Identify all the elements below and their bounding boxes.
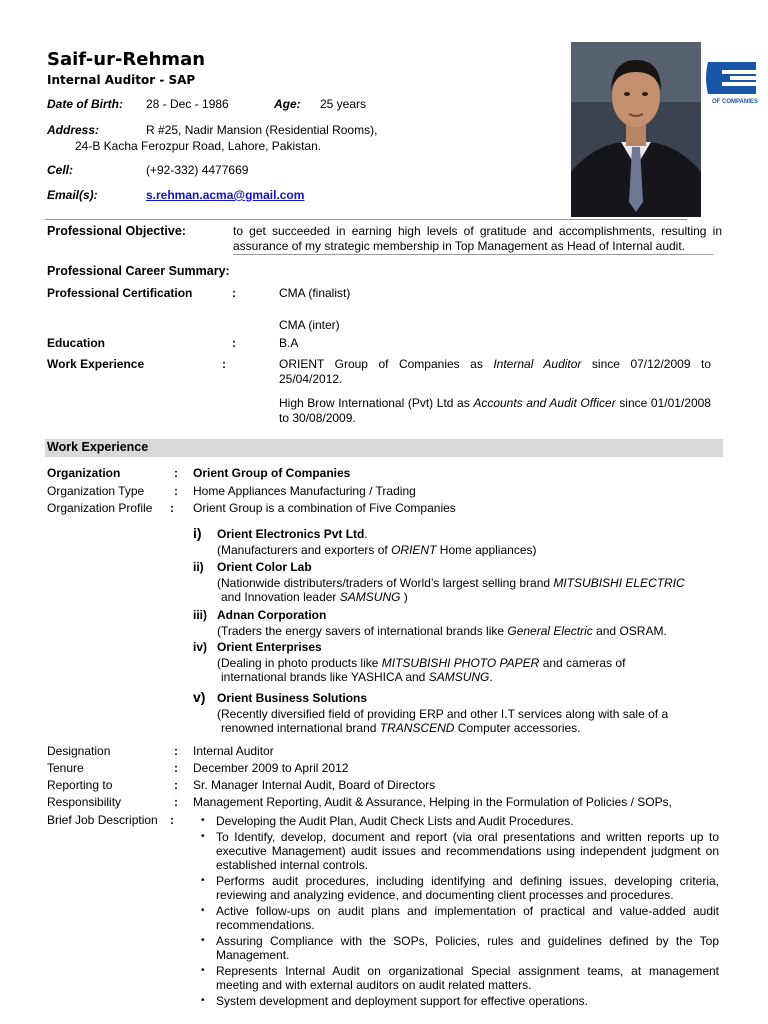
- logo-text: OF COMPANIES: [712, 99, 758, 105]
- company-number: v): [193, 689, 206, 705]
- objective-label: Professional Objective:: [47, 224, 186, 238]
- work-2-text: High Brow International (Pvt) Ltd as: [279, 396, 474, 410]
- dob-label: Date of Birth:: [47, 97, 123, 111]
- company-brand-2: TRANSCEND: [379, 721, 455, 735]
- job-bullet: • Represents Internal Audit on organizational Special assignment teams, at management meeting and with external auditors on audit related matters.: [216, 964, 719, 992]
- company-desc-2: international brands like YASHICA and: [221, 670, 429, 684]
- company-name: Orient Enterprises: [217, 640, 322, 654]
- company-brand: MITSUBISHI ELECTRIC: [553, 576, 685, 590]
- brief-description-label: Brief Job Description: [47, 813, 158, 827]
- dob-value: 28 - Dec - 1986: [146, 97, 229, 111]
- company-logo: [700, 50, 760, 108]
- company-name: Orient Electronics Pvt Ltd: [217, 527, 365, 541]
- company-desc-end: and OSRAM.: [592, 624, 667, 638]
- company-item: [193, 690, 668, 735]
- company-brand: ORIENT: [391, 543, 437, 557]
- company-desc: (Nationwide distributers/traders of World’s largest selling brand: [217, 576, 554, 590]
- education-value: B.A: [279, 336, 299, 350]
- work-1-title: Internal Auditor: [493, 357, 582, 371]
- colon: :: [174, 466, 178, 480]
- certification-1: CMA (finalist): [279, 286, 351, 300]
- responsibility-label: Responsibility: [47, 795, 122, 809]
- organization-value: Orient Group of Companies: [193, 466, 351, 480]
- reporting-label: Reporting to: [47, 778, 113, 792]
- colon: :: [170, 813, 174, 827]
- colon: :: [222, 357, 226, 371]
- colon: :: [174, 778, 178, 792]
- colon: :: [174, 761, 178, 775]
- divider: [233, 254, 713, 255]
- company-number: ii): [193, 560, 204, 574]
- job-bullet: • To Identify, develop, document and report (via oral presentations and written reports up to executive Management) audit issues and recommendations using independent judgment on established internal controls.: [216, 830, 719, 872]
- certification-label: Professional Certification: [47, 286, 193, 300]
- profile-photo: [571, 42, 701, 217]
- company-name: Adnan Corporation: [217, 608, 327, 622]
- org-type-label: Organization Type: [47, 484, 145, 498]
- company-number: i): [193, 525, 202, 541]
- career-summary-title: Professional Career Summary:: [47, 264, 230, 278]
- work-1-text: ORIENT Group of Companies as: [279, 357, 494, 371]
- company-item: [193, 560, 685, 604]
- job-bullet: • Developing the Audit Plan, Audit Check Lists and Audit Procedures.: [216, 814, 719, 828]
- designation-label: Designation: [47, 744, 111, 758]
- email-label: Email(s):: [47, 188, 98, 202]
- address-line-2: 24-B Kacha Ferozpur Road, Lahore, Pakistan.: [75, 139, 322, 153]
- company-name: Orient Business Solutions: [217, 691, 368, 705]
- company-desc-end: and cameras of: [539, 656, 626, 670]
- company-desc-end: .: [489, 670, 493, 684]
- designation-value: Internal Auditor: [193, 744, 274, 758]
- colon: :: [232, 336, 236, 350]
- tenure-value: December 2009 to April 2012: [193, 761, 349, 775]
- colon: :: [174, 795, 178, 809]
- work-experience-title: Work Experience: [47, 440, 149, 454]
- work-2-title: Accounts and Audit Officer: [473, 396, 616, 410]
- tenure-label: Tenure: [47, 761, 84, 775]
- colon: :: [232, 286, 236, 300]
- work-2-dates: since 01/01/2008 to 30/08/2009.: [279, 396, 711, 425]
- company-desc: (Manufacturers and exporters of: [217, 543, 392, 557]
- company-desc-2: and Innovation leader: [221, 590, 340, 604]
- colon: :: [174, 744, 178, 758]
- address-label: Address:: [47, 123, 100, 137]
- company-desc-end: ): [400, 590, 408, 604]
- responsibility-value: Management Reporting, Audit & Assurance, Helping in the Formulation of Policies / SOPs,: [193, 795, 672, 809]
- company-desc: (Dealing in photo products like: [217, 656, 382, 670]
- work-summary-2: [279, 396, 711, 426]
- job-description-list: [216, 814, 719, 1010]
- objective-text: to get succeeded in earning high levels of gratitude and accomplishments, resulting in assurance of my strategic membership in Top Management as Head of Internal audit.: [233, 224, 722, 253]
- portrait-image: [571, 42, 701, 217]
- company-desc: (Recently diversified field of providing ERP and other I.T services along with sale of a: [217, 707, 669, 721]
- job-bullet: • Performs audit procedures, including identifying and defining issues, developing criteria, reviewing and analyzing evidence, and documenting client processes and procedures.: [216, 874, 719, 902]
- company-name: Orient Color Lab: [217, 560, 312, 574]
- company-brand: General Electric: [507, 624, 593, 638]
- candidate-name: Saif-ur-Rehman: [47, 49, 206, 70]
- company-number: iv): [193, 640, 208, 654]
- company-number: iii): [193, 608, 207, 622]
- reporting-value: Sr. Manager Internal Audit, Board of Directors: [193, 778, 436, 792]
- company-brand: MITSUBISHI PHOTO PAPER: [381, 656, 540, 670]
- divider: [45, 219, 687, 220]
- company-desc-end: Computer accessories.: [454, 721, 581, 735]
- work-experience-label: Work Experience: [47, 357, 145, 371]
- org-profile-value: Orient Group is a combination of Five Companies: [193, 501, 456, 515]
- colon: :: [170, 501, 174, 515]
- age-label: Age:: [274, 97, 301, 111]
- company-desc-end: Home appliances): [436, 543, 537, 557]
- job-bullet: • Assuring Compliance with the SOPs, Policies, rules and guidelines defined by the Top Management.: [216, 934, 719, 962]
- candidate-role: Internal Auditor - SAP: [47, 73, 196, 87]
- cell-label: Cell:: [47, 163, 74, 177]
- company-item: [193, 526, 537, 557]
- organization-label: Organization: [47, 466, 121, 480]
- company-desc-2: renowned international brand: [221, 721, 380, 735]
- company-item: [193, 608, 667, 638]
- company-name-dot: .: [364, 527, 368, 541]
- logo-mark-icon: [700, 50, 760, 108]
- cell-value: (+92-332) 4477669: [146, 163, 249, 177]
- address-line-1: R #25, Nadir Mansion (Residential Rooms),: [146, 123, 378, 137]
- job-bullet: • Active follow-ups on audit plans and implementation of practical and value-added audit recommendations.: [216, 904, 719, 932]
- company-item: [193, 640, 625, 684]
- education-label: Education: [47, 336, 106, 350]
- dob-row: [47, 97, 123, 111]
- company-brand-2: SAMSUNG: [428, 670, 490, 684]
- work-summary-1: [279, 357, 711, 387]
- job-bullet: • System development and deployment support for effective operations.: [216, 994, 719, 1008]
- age-value: 25 years: [320, 97, 367, 111]
- colon: :: [174, 484, 178, 498]
- org-type-value: Home Appliances Manufacturing / Trading: [193, 484, 416, 498]
- company-desc: (Traders the energy savers of international brands like: [217, 624, 508, 638]
- email-link[interactable]: s.rehman.acma@gmail.com: [146, 188, 305, 202]
- certification-2: CMA (inter): [279, 318, 340, 332]
- org-profile-label: Organization Profile: [47, 501, 153, 515]
- work-1-dates: since 07/12/2009 to 25/04/2012.: [279, 357, 711, 386]
- company-brand-2: SAMSUNG: [339, 590, 401, 604]
